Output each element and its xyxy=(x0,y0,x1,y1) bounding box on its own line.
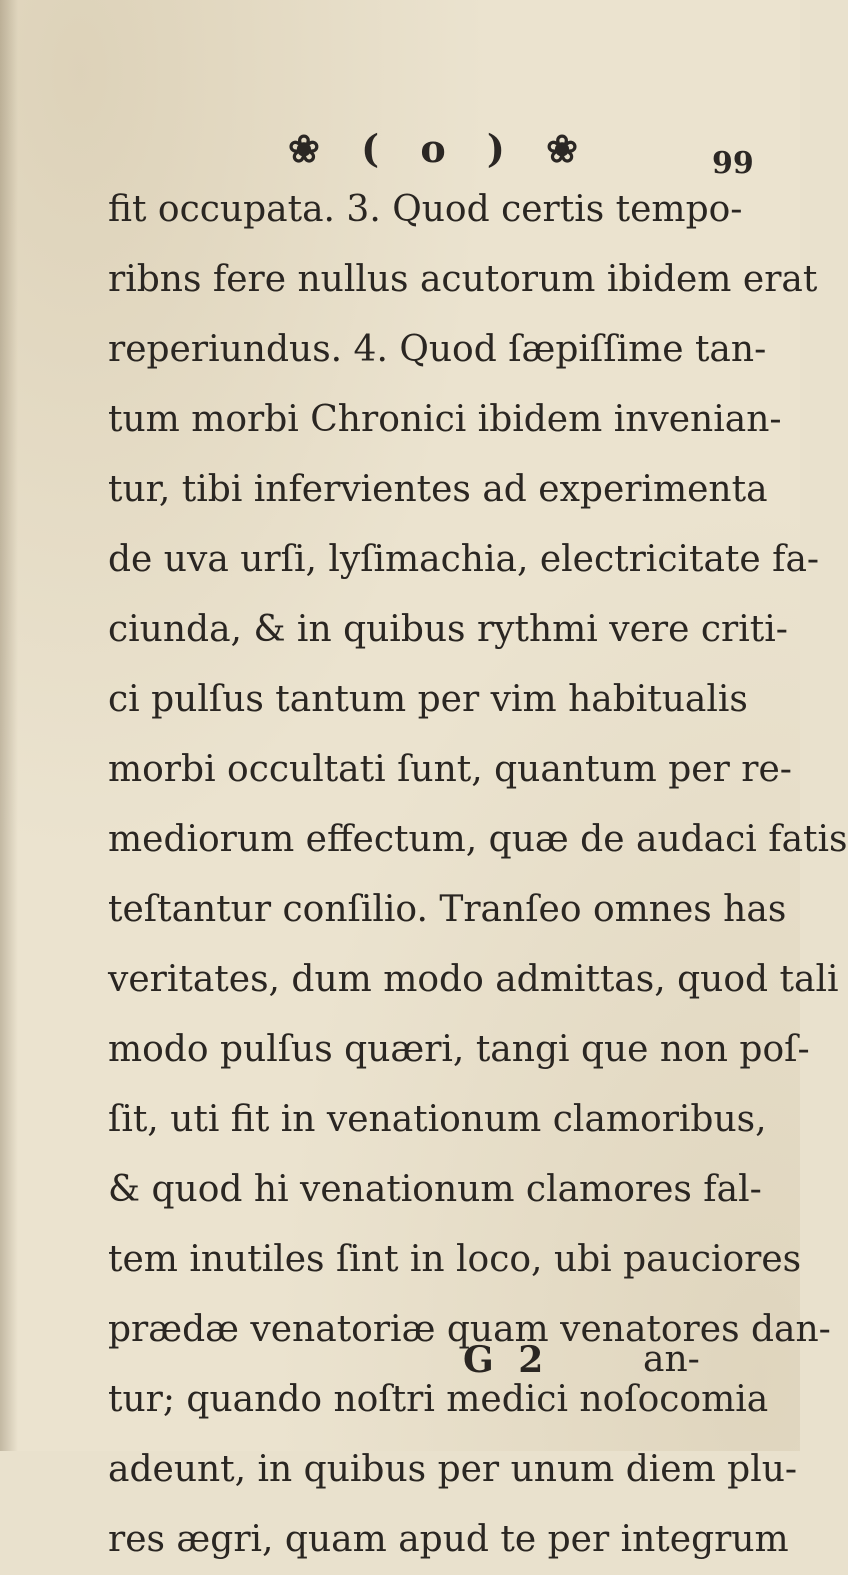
text-line: fit occupata. 3. Quod certis tempo- xyxy=(108,189,743,230)
text-line: tur, tibi infervientes ad experimenta xyxy=(108,469,768,510)
text-line: ribns fere nullus acutorum ibidem erat xyxy=(108,259,818,300)
text-line: ſit, uti fit in venationum clamoribus, xyxy=(108,1099,767,1140)
running-head: ❀ ( o ) ❀ xyxy=(288,126,592,171)
text-line: tem inutiles ſint in loco, ubi pauciores xyxy=(108,1239,802,1280)
text-line: & quod hi venationum clamores fal- xyxy=(108,1169,762,1210)
text-line: modo pulſus quæri, tangi que non poſ- xyxy=(108,1029,810,1070)
text-line: reperiundus. 4. Quod ſæpiſſime tan- xyxy=(108,329,767,370)
text-line: morbi occultati ſunt, quantum per re- xyxy=(108,749,792,790)
text-line: de uva urſi, lyſimachia, electricitate fa- xyxy=(108,539,820,580)
page-number: 99 xyxy=(712,146,754,181)
page-gutter-shadow xyxy=(0,0,18,1451)
catchword: an- xyxy=(643,1339,700,1380)
text-line: adeunt, in quibus per unum diem plu- xyxy=(108,1449,798,1490)
page-footer xyxy=(108,1339,708,1399)
text-line: tum morbi Chronici ibidem invenian- xyxy=(108,399,782,440)
text-line: ciunda, & in quibus rythmi vere criti- xyxy=(108,609,788,650)
text-line: veritates, dum modo admittas, quod tali xyxy=(108,959,839,1000)
text-line: teſtantur conſilio. Tranſeo omnes has xyxy=(108,889,787,930)
text-line: ci pulſus tantum per vim habitualis xyxy=(108,679,748,720)
text-line: mediorum effectum, quæ de audaci fatis xyxy=(108,819,848,860)
text-line: res ægri, quam apud te per integrum xyxy=(108,1519,789,1560)
text-line: tur; quando noſtri medici noſocomia xyxy=(108,1379,769,1420)
signature-mark: G 2 xyxy=(463,1339,550,1381)
text-line: prædæ venatoriæ quam venatores dan- xyxy=(108,1309,831,1350)
